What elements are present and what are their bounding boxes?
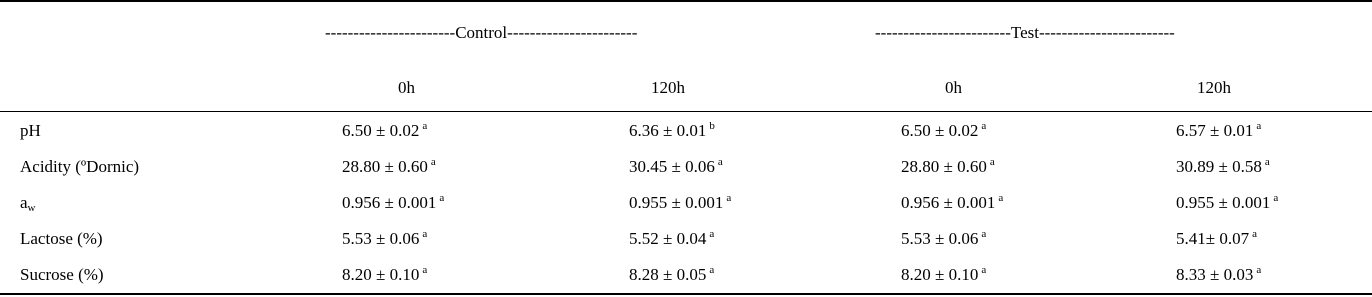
row-label-text: Lactose (%) — [20, 229, 103, 248]
significance-letter: a — [998, 192, 1004, 204]
top-rule — [0, 0, 1372, 2]
row-label-text: pH — [20, 121, 41, 140]
row-label-text: Sucrose (%) — [20, 265, 104, 284]
bottom-rule — [0, 293, 1372, 295]
cell-value: 8.20 ± 0.10 — [901, 265, 979, 284]
group-header-control: -----------------------Control----------------------- — [325, 23, 638, 42]
cell-value: 6.50 ± 0.02 — [901, 121, 979, 140]
row-label — [20, 265, 104, 285]
row-label — [20, 229, 103, 249]
significance-letter: a — [989, 156, 995, 168]
significance-letter: a — [709, 228, 715, 240]
table-cell — [901, 193, 1003, 215]
table-cell — [342, 229, 427, 251]
cell-value: 8.33 ± 0.03 — [1176, 265, 1254, 284]
row-label — [20, 121, 41, 141]
significance-letter: a — [439, 192, 445, 204]
cell-value: 8.28 ± 0.05 — [629, 265, 707, 284]
row-label-subscript: w — [27, 202, 36, 214]
table-cell — [901, 229, 986, 251]
significance-letter: a — [1256, 120, 1262, 132]
row-label — [20, 193, 36, 215]
table-cell — [629, 229, 714, 251]
significance-letter: a — [1256, 264, 1262, 276]
table-cell — [1176, 193, 1278, 215]
cell-value: 8.20 ± 0.10 — [342, 265, 420, 284]
significance-letter: a — [981, 228, 987, 240]
header-rule — [0, 111, 1372, 112]
cell-value: 0.955 ± 0.001 — [629, 193, 724, 212]
column-header-control-0h: 0h — [398, 78, 415, 97]
table-cell — [1176, 265, 1261, 287]
significance-letter: a — [422, 264, 428, 276]
cell-value: 28.80 ± 0.60 — [342, 157, 428, 176]
table-cell — [342, 157, 436, 179]
table-cell — [342, 121, 427, 143]
significance-letter: a — [430, 156, 436, 168]
table-cell — [342, 193, 444, 215]
cell-value: 6.36 ± 0.01 — [629, 121, 707, 140]
cell-value: 0.956 ± 0.001 — [901, 193, 996, 212]
significance-letter: a — [981, 120, 987, 132]
column-header-test-0h: 0h — [945, 78, 962, 97]
significance-letter: a — [726, 192, 732, 204]
cell-value: 5.41± 0.07 — [1176, 229, 1250, 248]
row-label-text: Acidity (ºDornic) — [20, 157, 140, 176]
column-header-test-120h: 120h — [1197, 78, 1231, 97]
cell-value: 28.80 ± 0.60 — [901, 157, 987, 176]
table-cell — [629, 193, 731, 215]
cell-value: 5.53 ± 0.06 — [342, 229, 420, 248]
table-cell — [901, 121, 986, 143]
table-cell — [1176, 121, 1261, 143]
table-cell — [342, 265, 427, 287]
significance-letter: a — [1252, 228, 1257, 240]
cell-value: 5.52 ± 0.04 — [629, 229, 707, 248]
significance-letter: b — [709, 120, 715, 132]
significance-letter: a — [1273, 192, 1279, 204]
row-label-text: a — [20, 193, 28, 212]
significance-letter: a — [717, 156, 723, 168]
row-label — [20, 157, 139, 177]
cell-value: 6.57 ± 0.01 — [1176, 121, 1254, 140]
cell-value: 5.53 ± 0.06 — [901, 229, 979, 248]
cell-value: 0.955 ± 0.001 — [1176, 193, 1271, 212]
significance-letter: a — [1264, 156, 1270, 168]
table-cell — [1176, 157, 1270, 179]
significance-letter: a — [422, 228, 428, 240]
cell-value: 30.45 ± 0.06 — [629, 157, 715, 176]
table-cell — [901, 265, 986, 287]
significance-letter: a — [709, 264, 715, 276]
table-cell — [1176, 229, 1257, 251]
cell-value: 6.50 ± 0.02 — [342, 121, 420, 140]
cell-value: 0.956 ± 0.001 — [342, 193, 437, 212]
column-header-control-120h: 120h — [651, 78, 685, 97]
significance-letter: a — [981, 264, 987, 276]
table-cell — [629, 265, 714, 287]
table-cell — [901, 157, 995, 179]
table-cell — [629, 157, 723, 179]
significance-letter: a — [422, 120, 428, 132]
cell-value: 30.89 ± 0.58 — [1176, 157, 1262, 176]
table-cell — [629, 121, 715, 143]
group-header-test: ------------------------Test------------------------ — [875, 23, 1175, 42]
